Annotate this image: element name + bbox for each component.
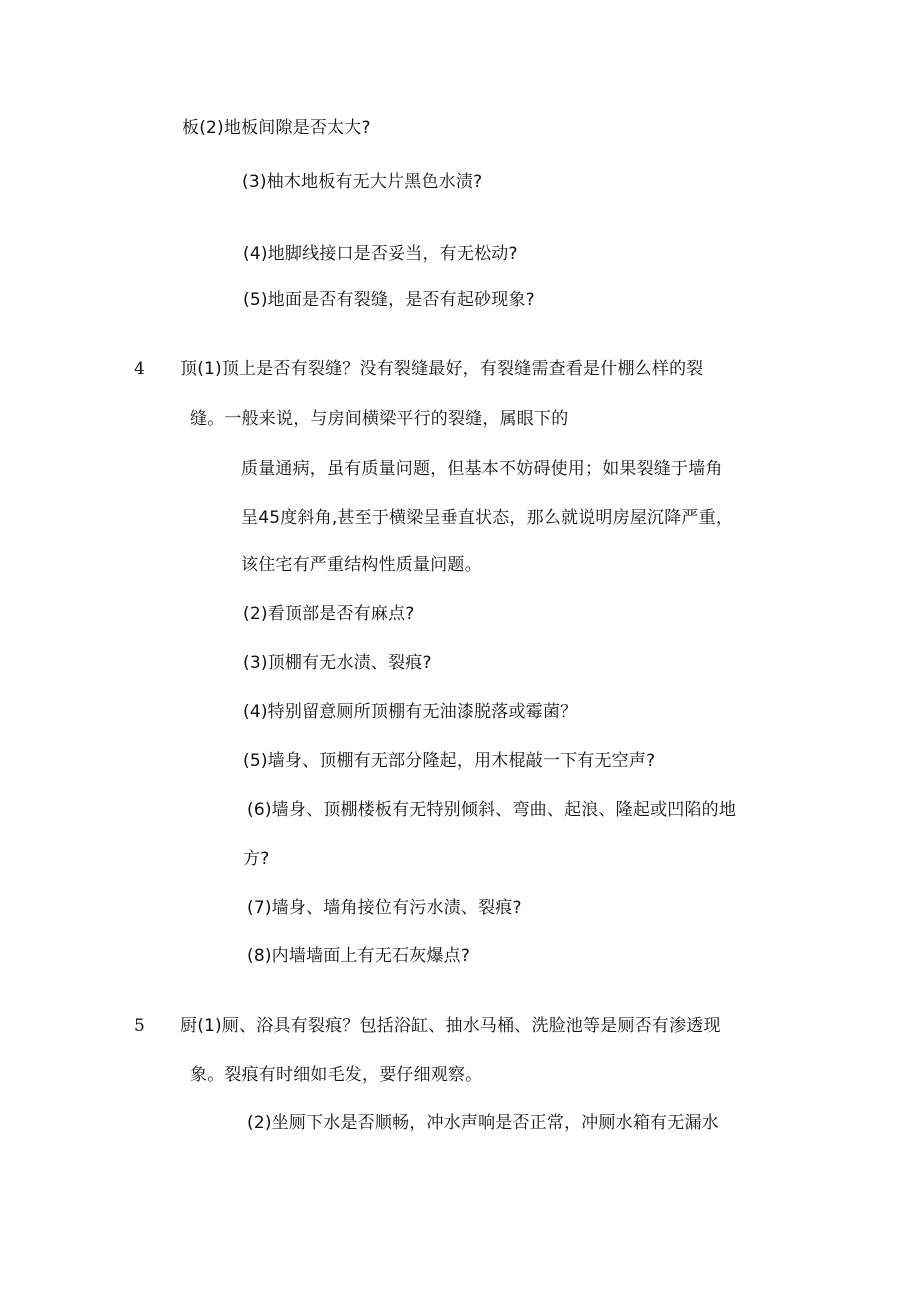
text-line: 板(2)地板间隙是否太大? bbox=[182, 118, 371, 138]
text-line: 质量通病，虽有质量问题，但基本不妨碍使用；如果裂缝于墙角 bbox=[241, 459, 723, 479]
text-line: (6)墙身、顶棚楼板有无特别倾斜、弯曲、起浪、隆起或凹陷的地 bbox=[247, 800, 737, 820]
text-line: (7)墙身、墙角接位有污水渍、裂痕? bbox=[247, 898, 522, 918]
text-line: (4)地脚线接口是否妥当，有无松动? bbox=[243, 244, 518, 264]
text-line: 方? bbox=[243, 849, 270, 869]
text-line: (5)地面是否有裂缝，是否有起砂现象? bbox=[243, 290, 535, 310]
text-line: (3)顶棚有无水渍、裂痕? bbox=[243, 653, 432, 673]
text-line: (5)墙身、顶棚有无部分隆起，用木棍敲一下有无空声? bbox=[243, 751, 656, 771]
text-line: (2)坐厕下水是否顺畅，冲水声响是否正常，冲厕水箱有无漏水 bbox=[247, 1113, 719, 1133]
text-line: 顶(1)顶上是否有裂缝？没有裂缝最好，有裂缝需查看是什棚么样的裂 bbox=[180, 359, 704, 379]
text-line: 该住宅有严重结构性质量问题。 bbox=[241, 555, 482, 575]
text-line: (2)看顶部是否有麻点? bbox=[243, 604, 415, 624]
text-line: 厨(1)厕、浴具有裂痕？包括浴缸、抽水马桶、洗脸池等是厕否有渗透现 bbox=[180, 1016, 721, 1036]
text-line: (4)特别留意厕所顶棚有无油漆脱落或霉菌？ bbox=[243, 702, 578, 722]
text-line: 呈45度斜角,甚至于横梁呈垂直状态，那么就说明房屋沉降严重， bbox=[241, 508, 734, 528]
section-number: 4 bbox=[134, 359, 145, 379]
text-line: (3)柚木地板有无大片黑色水渍? bbox=[242, 172, 483, 192]
text-line: (8)内墙墙面上有无石灰爆点? bbox=[247, 946, 471, 966]
section-number: 5 bbox=[134, 1016, 145, 1036]
text-line: 缝。一般来说，与房间横梁平行的裂缝，属眼下的 bbox=[190, 409, 569, 429]
text-line: 象。裂痕有时细如毛发，要仔细观察。 bbox=[190, 1065, 483, 1085]
